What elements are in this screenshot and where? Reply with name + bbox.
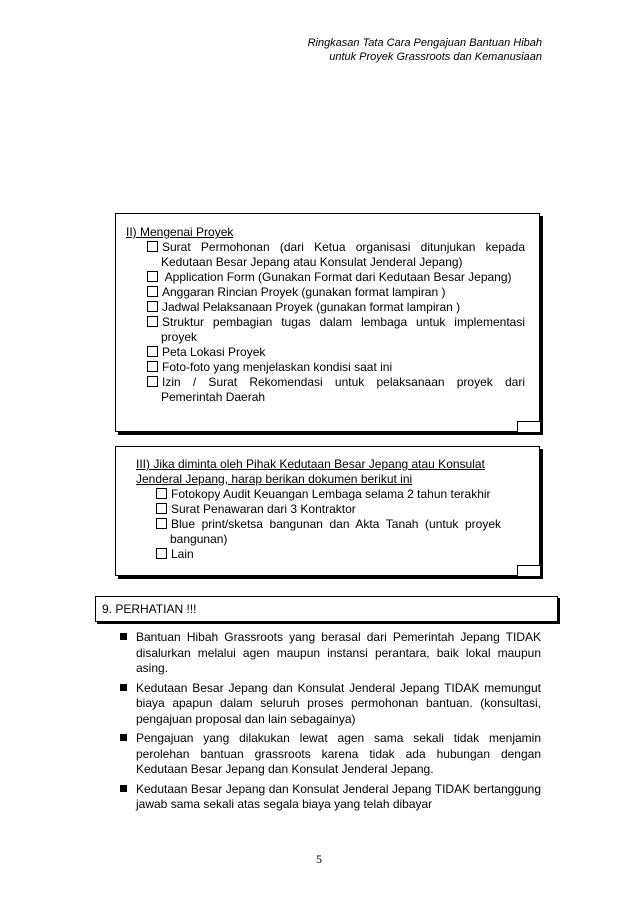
bullet-text: Kedutaan Besar Jepang dan Konsulat Jenderal Jepang TIDAK memungut biaya apapun dalam seluruh proses permohonan bantuan. (konsultasi, pengajuan proposal dan lain sebagainya) xyxy=(136,680,541,726)
checkbox-icon xyxy=(147,346,158,357)
checkbox-icon xyxy=(147,301,158,312)
checklist-item-text: Struktur pembagian tugas dalam lembaga untuk implementasi proyek xyxy=(161,315,525,344)
bullet-text: Kedutaan Besar Jepang dan Konsulat Jenderal Jepang TIDAK bertanggung jawab sama sekali atas segala biaya yang telah dibayar xyxy=(136,781,541,811)
checklist-item-text: Surat Penawaran dari 3 Kontraktor xyxy=(171,502,356,516)
proyek-section-title: II) Mengenai Proyek xyxy=(126,225,234,239)
checklist-item-text: Anggaran Rincian Proyek (gunakan format lampiran ) xyxy=(162,285,446,299)
checklist-item-text: Fotokopy Audit Keuangan Lembaga selama 2 tahun terakhir xyxy=(171,487,491,501)
square-bullet-icon xyxy=(120,684,127,691)
checklist-item xyxy=(147,285,525,300)
bullet-item xyxy=(120,782,541,813)
checklist-item xyxy=(147,360,525,375)
page-fold-corner xyxy=(517,565,540,576)
checklist-item xyxy=(147,240,525,270)
bullet-item xyxy=(120,681,541,728)
page-header xyxy=(308,36,542,64)
checklist-item xyxy=(147,345,525,360)
checklist-item xyxy=(147,375,525,405)
checkbox-icon xyxy=(147,361,158,372)
checklist-item-text: Izin / Surat Rekomendasi untuk pelaksanaan proyek dari Pemerintah Daerah xyxy=(161,375,525,404)
notice-bullet-list xyxy=(120,630,541,817)
checklist-item-text: Lain xyxy=(171,547,194,561)
checkbox-icon xyxy=(156,518,167,529)
header-title-line1: Ringkasan Tata Cara Pengajuan Bantuan Hibah xyxy=(307,37,542,49)
checkbox-icon xyxy=(147,241,158,252)
checklist-item xyxy=(156,517,501,547)
bullet-text: Bantuan Hibah Grassroots yang berasal dari Pemerintah Jepang TIDAK disalurkan melalui agen maupun instansi perantara, baik lokal maupun asing. xyxy=(136,630,541,675)
checklist-item xyxy=(147,270,525,285)
square-bullet-icon xyxy=(120,785,127,792)
checkbox-icon xyxy=(147,286,158,297)
checklist-item xyxy=(147,315,525,345)
notice-title: 9. PERHATIAN !!! xyxy=(102,602,197,616)
checklist-item xyxy=(156,487,501,502)
notice-heading-box xyxy=(95,596,558,622)
checklist-item-text: Surat Permohonan (dari Ketua organisasi ditunjukan kepada Kedutaan Besar Jepang atau Konsulat Jenderal Jepang) xyxy=(161,240,525,269)
bullet-text: Pengajuan yang dilakukan lewat agen sama sekali tidak menjamin perolehan bantuan grassroots karena tidak ada hubungan dengan Kedutaan Besar Jepang dan Konsulat Jenderal Jepang. xyxy=(136,731,541,776)
additional-documents-box xyxy=(115,446,540,576)
checkbox-icon xyxy=(147,316,158,327)
checklist-item-text: Peta Lokasi Proyek xyxy=(162,345,266,359)
square-bullet-icon xyxy=(120,734,127,741)
bullet-item xyxy=(120,630,541,677)
proyek-checklist xyxy=(147,240,525,405)
checklist-item xyxy=(156,502,501,517)
page-number: 5 xyxy=(316,852,322,866)
checklist-item-text: Blue print/sketsa bangunan dan Akta Tanah (untuk proyek bangunan) xyxy=(170,517,501,546)
checkbox-icon xyxy=(156,503,167,514)
checklist-item xyxy=(156,547,501,562)
checklist-item xyxy=(147,300,525,315)
page-fold-corner xyxy=(517,421,540,432)
additional-section-title: III) Jika diminta oleh Pihak Kedutaan Besar Jepang atau Konsulat Jenderal Jepang, harap berikan dokumen berikut ini xyxy=(136,457,485,486)
checkbox-icon xyxy=(147,271,158,282)
header-title-line2: untuk Proyek Grassroots dan Kemanusiaan xyxy=(329,51,542,63)
additional-checklist xyxy=(156,487,501,562)
square-bullet-icon xyxy=(120,633,127,640)
checkbox-icon xyxy=(156,488,167,499)
checkbox-icon xyxy=(156,548,167,559)
bullet-item xyxy=(120,731,541,778)
checklist-item-text: Application Form (Gunakan Format dari Kedutaan Besar Jepang) xyxy=(162,270,512,284)
checkbox-icon xyxy=(147,376,158,387)
proyek-documents-box xyxy=(115,213,540,432)
checklist-item-text: Foto-foto yang menjelaskan kondisi saat ini xyxy=(162,360,393,374)
checklist-item-text: Jadwal Pelaksanaan Proyek (gunakan format lampiran ) xyxy=(162,300,461,314)
